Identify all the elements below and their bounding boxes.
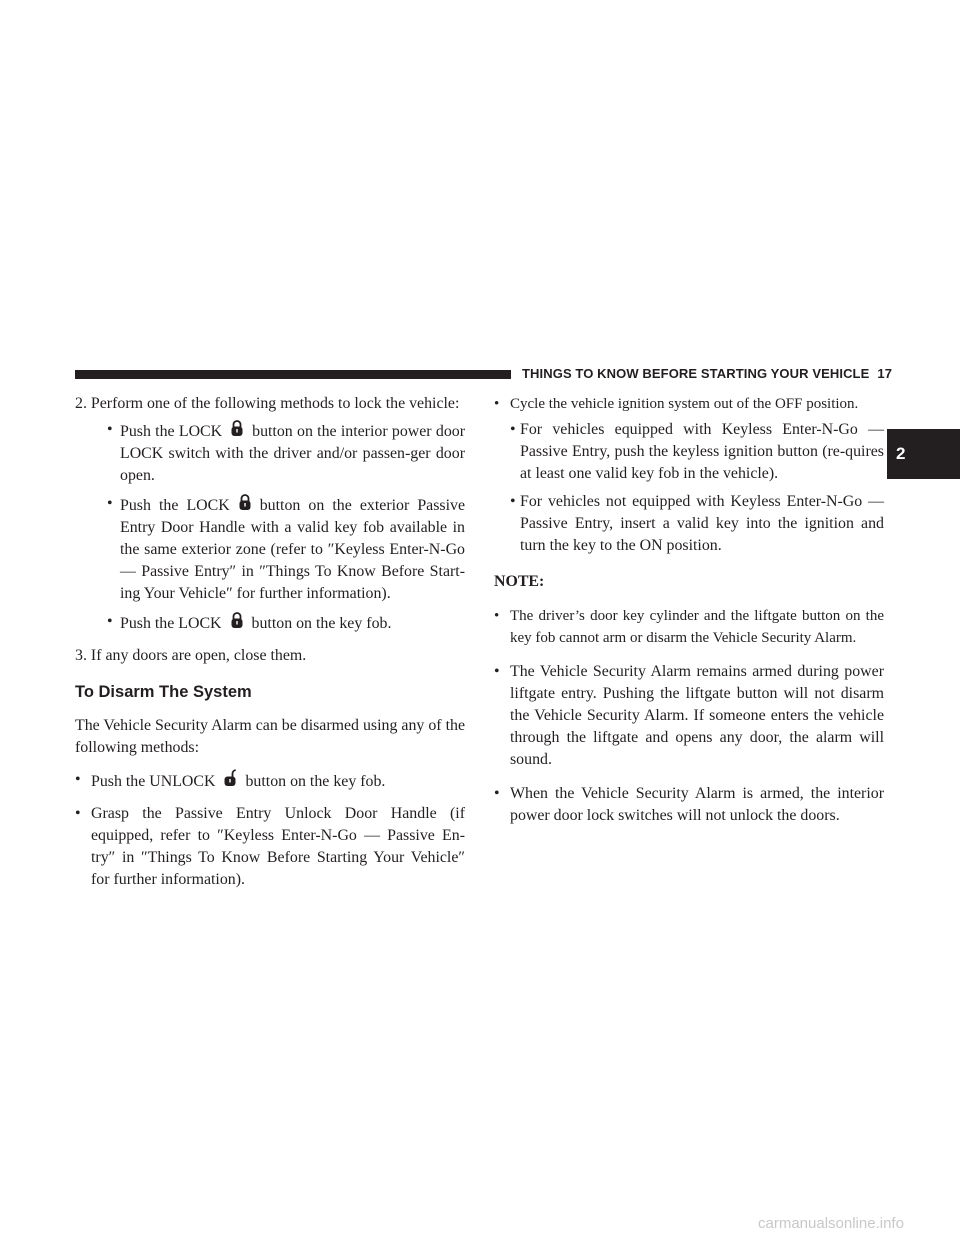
step-2-text: Perform one of the following methods to lock the vehicle: xyxy=(90,395,460,412)
disarm-method-text: Grasp the Passive Entry Unlock Door Handle (if equipped, refer to ″Keyless Enter-N-Go — Passive En-try″ in ″Things To Know Before Starting Your Vehicle″ for further information). xyxy=(91,805,465,888)
bullet-icon: • xyxy=(494,608,500,624)
bullet-icon: • xyxy=(75,805,81,822)
watermark: carmanualsonline.info xyxy=(758,1215,904,1232)
lock-method-post: button on the interior power door LOCK switch with the driver and/or passen-ger door open. xyxy=(120,423,465,484)
disarm-method-item xyxy=(75,803,465,891)
disarm-method-pre: Push the UNLOCK xyxy=(91,773,216,790)
bullet-icon: • xyxy=(494,785,500,802)
lock-icon xyxy=(230,419,244,437)
note-item xyxy=(494,661,884,771)
step-3 xyxy=(75,645,465,667)
bullet-icon: • xyxy=(107,495,113,512)
step-3-text: If any doors are open, close them. xyxy=(90,647,307,664)
running-header xyxy=(522,366,892,381)
left-column xyxy=(75,393,465,891)
bullet-icon: • xyxy=(494,396,500,412)
lock-method-pre: Push the LOCK xyxy=(120,615,222,632)
bullet-icon: • xyxy=(75,771,81,788)
right-column xyxy=(494,393,884,827)
lock-method-pre: Push the LOCK xyxy=(120,497,230,514)
bullet-icon: • xyxy=(494,663,500,680)
bullet-icon: • xyxy=(107,421,113,438)
lock-method-pre: Push the LOCK xyxy=(120,423,223,440)
ignition-sub-item xyxy=(494,491,884,557)
note-text: The driver’s door key cylinder and the liftgate button on the key fob cannot arm or disarm the Vehicle Security Alarm. xyxy=(510,608,884,646)
cycle-ignition-item xyxy=(494,393,884,415)
lock-method-item xyxy=(93,419,465,487)
disarm-method-item xyxy=(75,769,465,793)
lock-method-post: button on the exterior Passive Entry Door Handle with a valid key fob available in the same exterior zone (refer to ″Keyless Enter-N-Go — Passive Entry″ in ″Things To Know Before Start-ing Your Vehicle″ for further information). xyxy=(120,497,466,602)
bullet-icon: • xyxy=(510,421,516,438)
ignition-sub-text: For vehicles not equipped with Keyless Enter-N-Go — Passive Entry, insert a valid key into the ignition and turn the key to the ON position. xyxy=(520,493,884,554)
section-heading: To Disarm The System xyxy=(75,683,252,701)
cycle-ignition-text: Cycle the vehicle ignition system out of the OFF position. xyxy=(510,396,859,412)
page-number: 17 xyxy=(877,366,893,381)
step-2 xyxy=(75,393,465,415)
step-3-number: 3. xyxy=(75,647,87,664)
note-heading: NOTE: xyxy=(494,573,545,590)
disarm-method-post: button on the key fob. xyxy=(245,773,386,790)
lock-icon xyxy=(230,611,244,629)
ignition-sub-text: For vehicles equipped with Keyless Enter-N-Go — Passive Entry, push the keyless ignition button (re-quires at least one valid key fob in the vehicle). xyxy=(520,421,884,482)
step-2-number: 2. xyxy=(75,395,87,412)
note-item xyxy=(494,605,884,649)
lock-method-post: button on the key fob. xyxy=(251,615,392,632)
header-rule xyxy=(75,370,511,379)
bullet-icon: • xyxy=(510,493,516,510)
ignition-sub-item xyxy=(494,419,884,485)
disarm-intro: The Vehicle Security Alarm can be disarmed using any of the following methods: xyxy=(75,717,465,756)
header-title: THINGS TO KNOW BEFORE STARTING YOUR VEHICLE xyxy=(522,366,870,381)
note-text: The Vehicle Security Alarm remains armed during power liftgate entry. Pushing the liftgate button will not disarm the Vehicle Security Alarm. If someone enters the vehicle through the liftgate and opens any door, the alarm will sound. xyxy=(510,663,884,768)
unlock-icon xyxy=(223,769,237,787)
lock-icon xyxy=(238,493,252,511)
note-text: When the Vehicle Security Alarm is armed, the interior power door lock switches will not unlock the doors. xyxy=(510,785,884,824)
note-item xyxy=(494,783,884,827)
chapter-tab xyxy=(887,429,960,479)
bullet-icon: • xyxy=(107,613,113,630)
chapter-tab-number: 2 xyxy=(896,444,906,463)
lock-method-item xyxy=(93,493,465,605)
lock-method-item xyxy=(93,611,465,635)
